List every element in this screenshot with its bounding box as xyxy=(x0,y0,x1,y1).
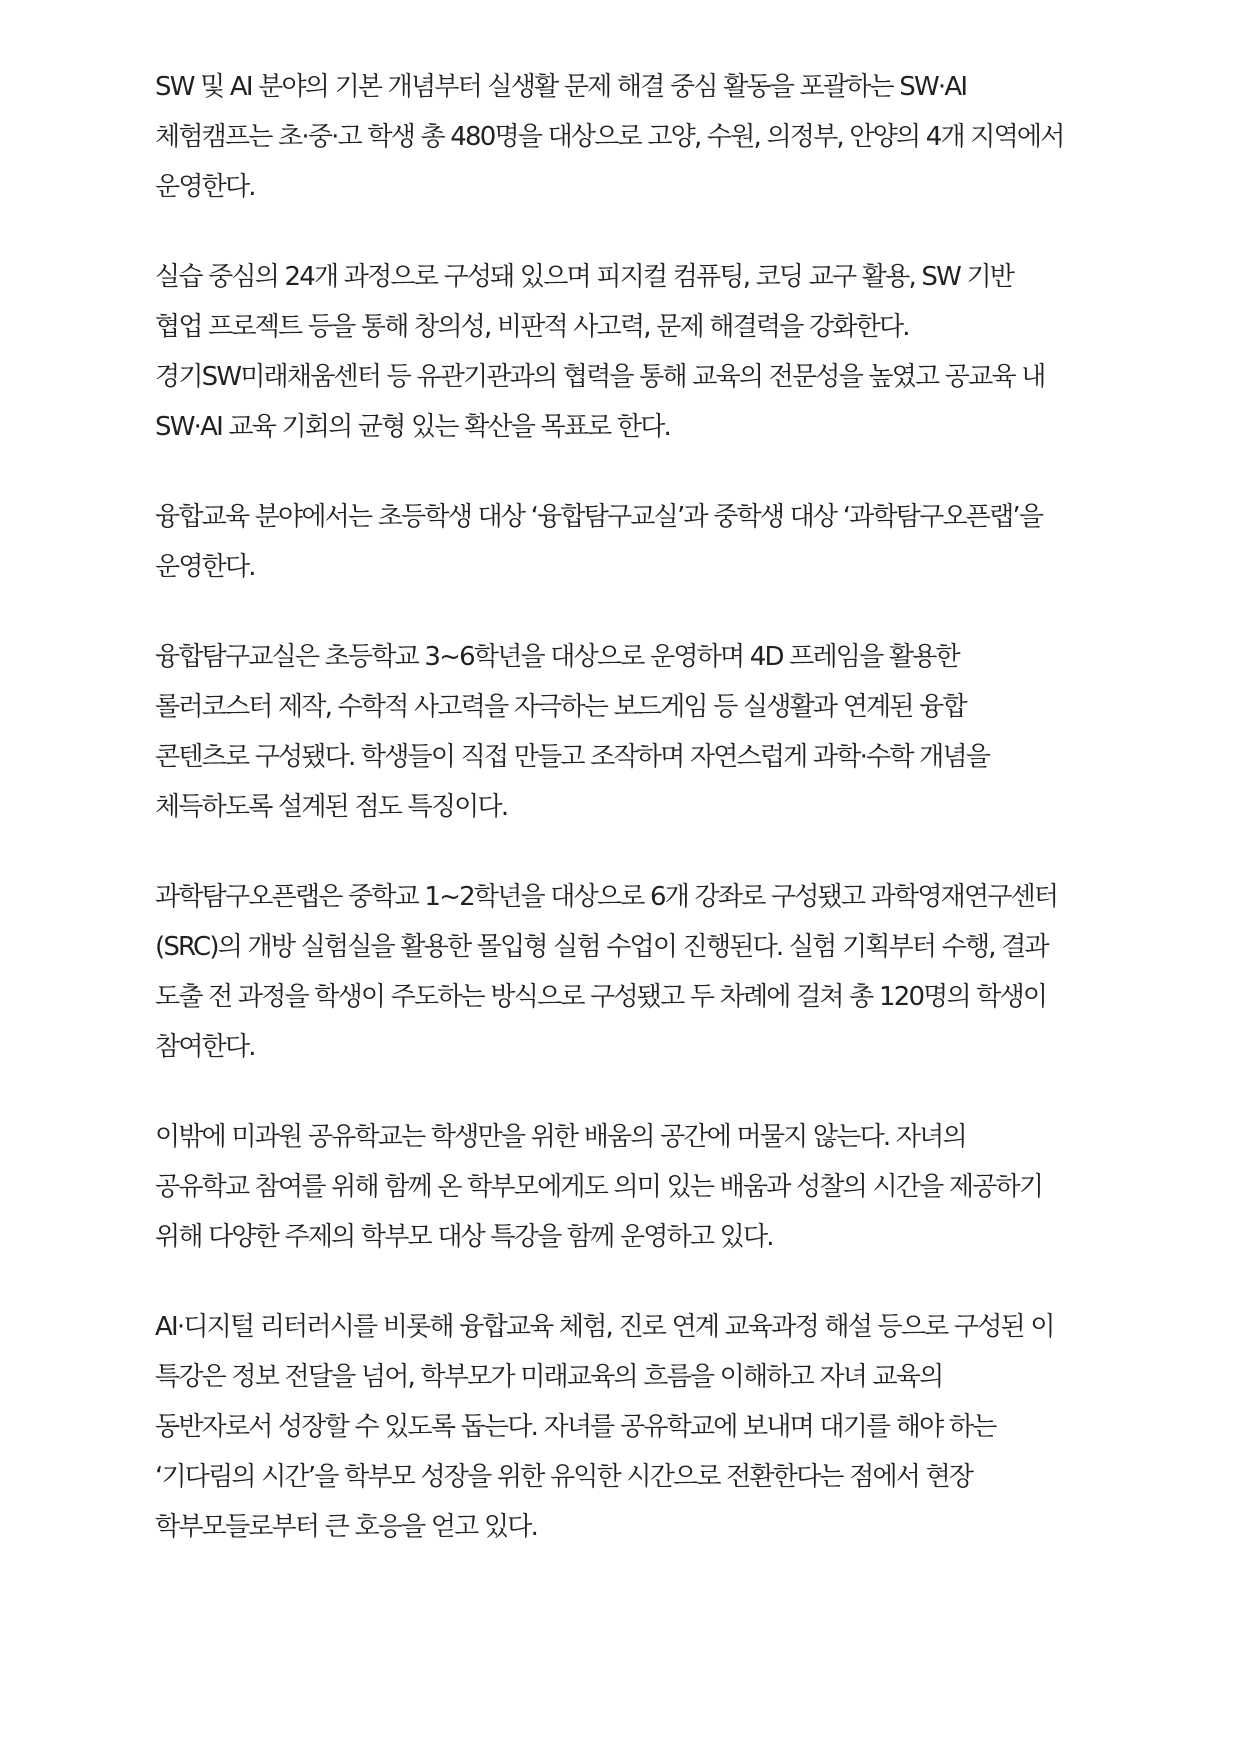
text-line: (SRC)의 개방 실험실을 활용한 몰입형 실험 수업이 진행된다. 실험 기획부터 수행, 결과 xyxy=(155,932,1048,962)
text-line: ‘기다림의 시간’을 학부모 성장을 위한 유익한 시간으로 전환한다는 점에서 현장 xyxy=(155,1462,973,1492)
paragraph-science-open-lab xyxy=(155,872,1155,1072)
text-line: 참여한다. xyxy=(155,1032,255,1062)
paragraph-convergence-education xyxy=(155,492,1155,592)
text-line: 콘텐츠로 구성됐다. 학생들이 직접 만들고 조작하며 자연스럽게 과학·수학 개념을 xyxy=(155,742,990,772)
text-line: 학부모들로부터 큰 호응을 얻고 있다. xyxy=(155,1512,538,1542)
article-body xyxy=(155,62,1155,1592)
text-line: 과학탐구오픈랩은 중학교 1~2학년을 대상으로 6개 강좌로 구성됐고 과학영재연구센터 xyxy=(155,882,1058,912)
text-line: 공유학교 참여를 위해 함께 온 학부모에게도 의미 있는 배움과 성찰의 시간을 제공하기 xyxy=(155,1172,1043,1202)
text-line: SW·AI 교육 기회의 균형 있는 확산을 목표로 한다. xyxy=(155,412,671,442)
paragraph-practice-courses xyxy=(155,252,1155,452)
text-line: 롤러코스터 제작, 수학적 사고력을 자극하는 보드게임 등 실생활과 연계된 융합 xyxy=(155,692,966,722)
paragraph-shared-school xyxy=(155,1112,1155,1262)
text-line: 동반자로서 성장할 수 있도록 돕는다. 자녀를 공유학교에 보내며 대기를 해야 하는 xyxy=(155,1412,996,1442)
text-line: 체득하도록 설계된 점도 특징이다. xyxy=(155,792,508,822)
text-line: 체험캠프는 초·중·고 학생 총 480명을 대상으로 고양, 수원, 의정부, 안양의 4개 지역에서 xyxy=(155,122,1064,152)
text-line: 도출 전 과정을 학생이 주도하는 방식으로 구성됐고 두 차례에 걸쳐 총 120명의 학생이 xyxy=(155,982,1047,1012)
text-line: 융합교육 분야에서는 초등학생 대상 ‘융합탐구교실’과 중학생 대상 ‘과학탐구오픈랩’을 xyxy=(155,502,1043,532)
paragraph-sw-ai-camp xyxy=(155,62,1155,212)
text-line: 위해 다양한 주제의 학부모 대상 특강을 함께 운영하고 있다. xyxy=(155,1222,773,1252)
text-line: SW 및 AI 분야의 기본 개념부터 실생활 문제 해결 중심 활동을 포괄하는 SW·AI xyxy=(155,72,967,102)
text-line: 협업 프로젝트 등을 통해 창의성, 비판적 사고력, 문제 해결력을 강화한다. xyxy=(155,312,909,342)
paragraph-convergence-classroom xyxy=(155,632,1155,832)
text-line: 이밖에 미과원 공유학교는 학생만을 위한 배움의 공간에 머물지 않는다. 자녀의 xyxy=(155,1122,966,1152)
text-line: 운영한다. xyxy=(155,552,255,582)
text-line: AI·디지털 리터러시를 비롯해 융합교육 체험, 진로 연계 교육과정 해설 등으로 구성된 이 xyxy=(155,1312,1054,1342)
text-line: 융합탐구교실은 초등학교 3~6학년을 대상으로 운영하며 4D 프레임을 활용한 xyxy=(155,642,959,672)
text-line: 운영한다. xyxy=(155,172,255,202)
text-line: 경기SW미래채움센터 등 유관기관과의 협력을 통해 교육의 전문성을 높였고 공교육 내 xyxy=(155,362,1045,392)
text-line: 실습 중심의 24개 과정으로 구성돼 있으며 피지컬 컴퓨팅, 코딩 교구 활용, SW 기반 xyxy=(155,262,1014,292)
paragraph-parent-lectures xyxy=(155,1302,1155,1552)
text-line: 특강은 정보 전달을 넘어, 학부모가 미래교육의 흐름을 이해하고 자녀 교육의 xyxy=(155,1362,943,1392)
